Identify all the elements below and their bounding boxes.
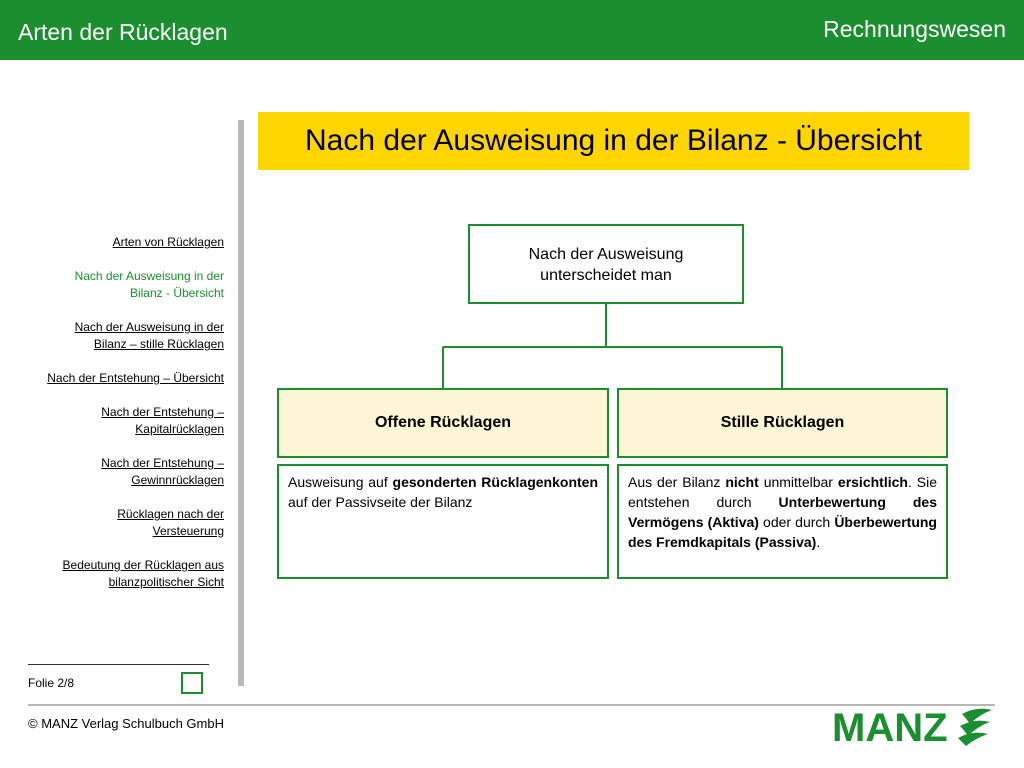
root-line-2: unterscheidet man [540,267,672,284]
slide-headline-bar [258,112,969,170]
square-outline-icon[interactable] [181,672,203,694]
slide-counter-divider [28,664,209,665]
category-stille-ruecklagen [617,388,948,458]
copyright-text: © MANZ Verlag Schulbuch GmbH [28,716,224,731]
slide-counter: Folie 2/8 [28,676,75,690]
sidebar-item-ausweisung-uebersicht[interactable]: Nach der Ausweisung in der Bilanz - Übersicht [74,269,224,300]
svg-text:MANZ: MANZ [832,706,948,746]
manz-logo [832,706,997,746]
description-stille-ruecklagen: Aus der Bilanz nicht unmittelbar ersichtlich. Sie entstehen durch Unterbewertung des Vermögens (Aktiva) oder durch Überbewertung des Fremdkapitals (Passiva). [617,464,948,579]
category-offene-ruecklagen [277,388,609,458]
sidebar-item-entstehung-uebersicht[interactable]: Nach der Entstehung – Übersicht [47,371,224,385]
sidebar-item-bilanzpolitik[interactable]: Bedeutung der Rücklagen aus bilanzpolitischer Sicht [62,558,224,589]
sidebar-item-kapitalruecklagen[interactable]: Nach der Entstehung – Kapitalrücklagen [101,405,224,436]
category-title: Offene Rücklagen [374,414,512,431]
diagram-root-box [468,224,744,304]
subject-label: Rechnungswesen [823,16,1006,42]
sidebar-item-arten[interactable]: Arten von Rücklagen [112,235,224,249]
page-title: Arten der Rücklagen [18,19,228,45]
sidebar-item-gewinnruecklagen[interactable]: Nach der Entstehung – Gewinnrücklagen [101,456,224,487]
sidebar-nav [8,234,224,608]
header-bar [0,0,1024,60]
sidebar-item-ausweisung-stille[interactable]: Nach der Ausweisung in der Bilanz – stille Rücklagen [74,320,224,351]
slide-headline: Nach der Ausweisung in der Bilanz - Übersicht [305,124,922,157]
root-line-1: Nach der Ausweisung [528,246,684,263]
sidebar-divider [238,120,244,686]
category-title: Stille Rücklagen [720,414,845,431]
description-offene-ruecklagen: Ausweisung auf gesonderten Rücklagenkonten auf der Passivseite der Bilanz [277,464,609,579]
sidebar-item-versteuerung[interactable]: Rücklagen nach der Versteuerung [117,507,224,538]
